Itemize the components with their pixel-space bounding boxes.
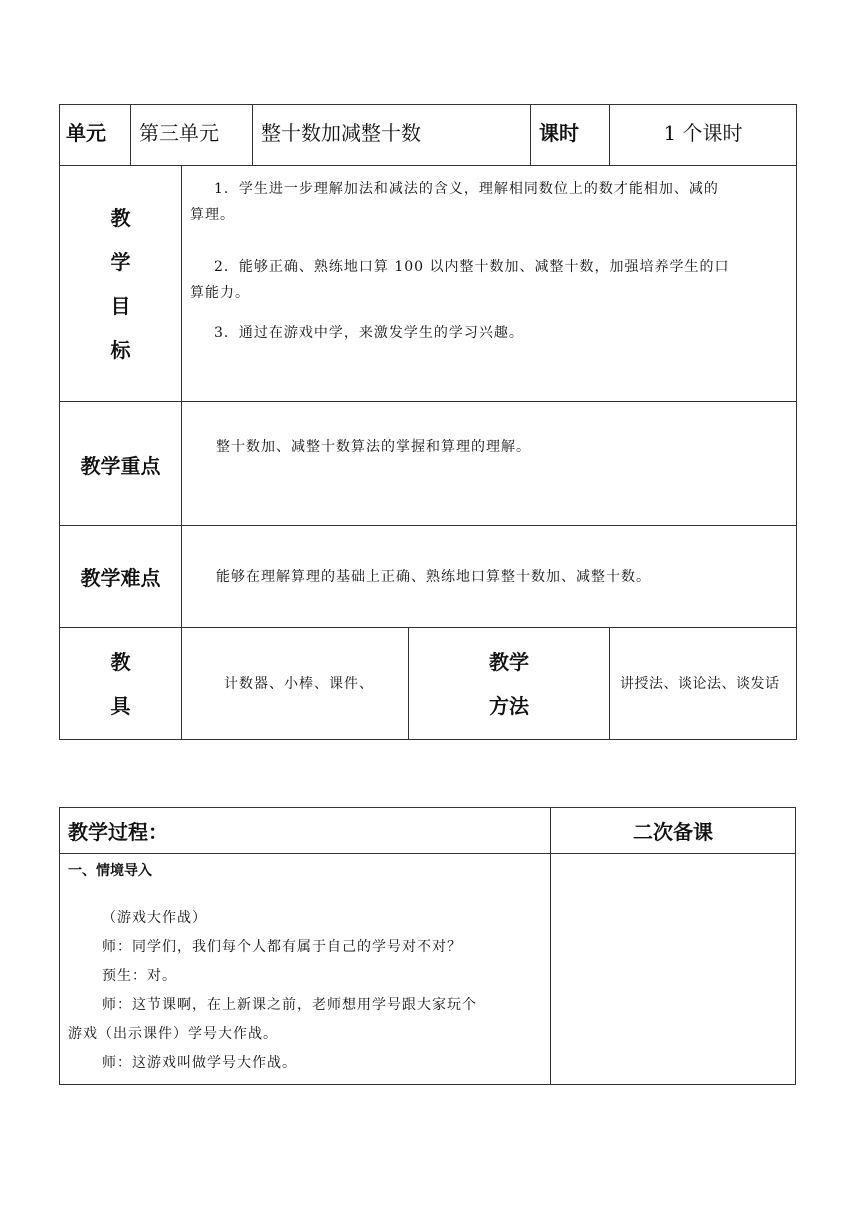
goals-label-char: 目 xyxy=(110,293,131,318)
process-line: 预生：对。 xyxy=(102,968,177,984)
period-label: 课时 xyxy=(531,105,610,166)
goal-line: 2．能够正确、熟练地口算 100 以内整十数加、减整十数，加强培养学生的口 xyxy=(214,259,730,275)
process-content xyxy=(60,854,551,1085)
process-line: 师：这游戏叫做学号大作战。 xyxy=(102,1055,297,1071)
method-label-line: 教学 xyxy=(489,649,529,674)
process-line: 师：这节课啊，在上新课之前，老师想用学号跟大家玩个 xyxy=(102,997,477,1013)
lesson-topic: 整十数加减整十数 xyxy=(253,105,531,166)
lesson-plan-table xyxy=(59,104,797,740)
difficult-points-text: 能够在理解算理的基础上正确、熟练地口算整十数加、减整十数。 xyxy=(182,526,797,628)
tools-label xyxy=(60,628,182,740)
second-prep-header: 二次备课 xyxy=(551,808,796,854)
goals-label-char: 标 xyxy=(110,337,131,362)
unit-value: 第三单元 xyxy=(131,105,253,166)
period-value: 1 个课时 xyxy=(610,105,797,166)
process-line: 师：同学们，我们每个人都有属于自己的学号对不对？ xyxy=(102,939,462,955)
method-label xyxy=(409,628,610,740)
key-points-label: 教学重点 xyxy=(60,402,182,526)
goal-line: 3．通过在游戏中学，来激发学生的学习兴趣。 xyxy=(214,325,524,341)
method-label-line: 方法 xyxy=(489,693,529,718)
unit-label: 单元 xyxy=(60,105,131,166)
goals-label xyxy=(60,166,182,402)
goals-label-char: 教 xyxy=(110,205,131,230)
section-title: 一、情境导入 xyxy=(68,863,152,879)
goals-content xyxy=(182,166,797,402)
second-prep-content xyxy=(551,854,796,1085)
goal-line: 算理。 xyxy=(190,207,235,223)
goals-label-char: 学 xyxy=(110,249,131,274)
process-header: 教学过程： xyxy=(60,808,551,854)
process-table xyxy=(59,807,796,1085)
process-line: 游戏（出示课件）学号大作战。 xyxy=(68,1026,278,1042)
goal-line: 算能力。 xyxy=(190,285,250,301)
tools-text: 计数器、小棒、课件、 xyxy=(182,628,409,740)
tools-label-char: 教 xyxy=(110,649,131,674)
method-text: 讲授法、谈论法、谈发话 xyxy=(610,628,797,740)
key-points-text: 整十数加、减整十数算法的掌握和算理的理解。 xyxy=(182,402,797,526)
difficult-points-label: 教学难点 xyxy=(60,526,182,628)
goal-line: 1．学生进一步理解加法和减法的含义，理解相同数位上的数才能相加、减的 xyxy=(214,181,719,197)
tools-label-char: 具 xyxy=(110,693,131,718)
process-line: （游戏大作战） xyxy=(102,910,207,926)
